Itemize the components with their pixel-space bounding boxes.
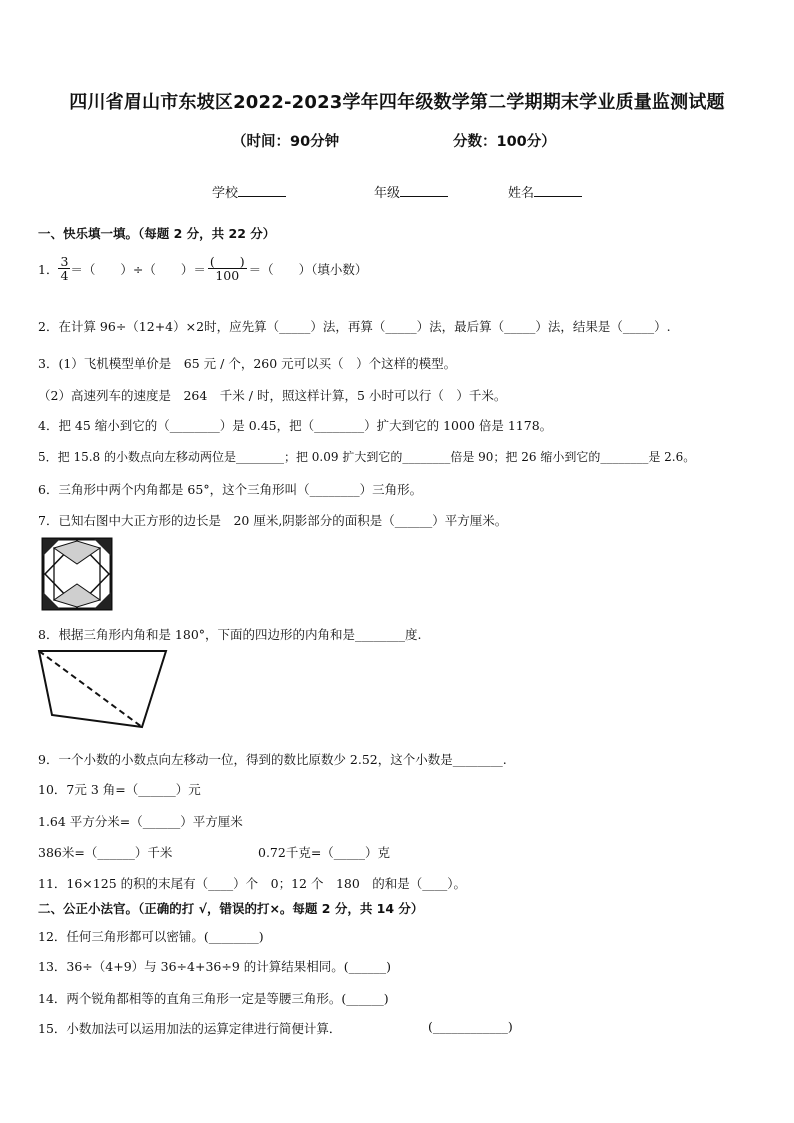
- question-10a: 10．7元 3 角=（______）元: [38, 782, 201, 797]
- question-11: 11．16×125 的积的末尾有（____）个 0；12 个 180 的和是（____）。: [38, 876, 467, 891]
- question-4: 4．把 45 缩小到它的（________）是 0.45，把（________）扩大到它的 1000 倍是 1178。: [38, 418, 553, 433]
- question-15-answer-blank[interactable]: (____________): [428, 1019, 513, 1034]
- q1-part1: ＝（ ）÷（ ）＝: [70, 261, 206, 277]
- exam-score: 分数：100分）: [453, 134, 556, 150]
- page-title: 四川省眉山市东坡区2022-2023学年四年级数学第二学期期末学业质量监测试题: [69, 92, 725, 113]
- name-label: 姓名: [508, 186, 535, 201]
- quadrilateral-diagram: [36, 648, 170, 730]
- name-blank[interactable]: [534, 184, 582, 197]
- q1-fraction2: [208, 255, 247, 282]
- question-3a: 3．(1）飞机模型单价是 65 元 / 个，260 元可以买（ ）个这样的模型。: [38, 356, 457, 371]
- name-field[interactable]: [508, 182, 582, 201]
- question-10b: 1.64 平方分米=（______）平方厘米: [38, 814, 243, 829]
- q1-fraction-denominator: 4: [60, 268, 69, 284]
- q1-fraction2-numerator: ( ): [209, 254, 245, 269]
- grade-blank[interactable]: [400, 184, 448, 197]
- quadrilateral-figure: [36, 648, 170, 730]
- school-blank[interactable]: [238, 184, 286, 197]
- question-2: 2．在计算 96÷（12+4）×2时，应先算（_____）法，再算（_____）法，最后算（_____）法，结果是（_____）.: [38, 319, 671, 334]
- question-9: 9．一个小数的小数点向左移动一位，得到的数比原数少 2.52，这个小数是________.: [38, 752, 507, 767]
- q1-part2: ＝（ ）（填小数）: [248, 261, 368, 277]
- q1-fraction-numerator: 3: [60, 254, 69, 269]
- question-5: 5．把 15.8 的小数点向左移动两位是________；把 0.09 扩大到它的________倍是 90；把 26 缩小到它的________是 2.6。: [38, 450, 696, 464]
- grade-label: 年级: [374, 186, 401, 201]
- q1-number: 1．: [38, 261, 59, 277]
- section1-heading: 一、快乐填一填。（每题 2 分，共 22 分）: [38, 226, 276, 241]
- question-8: 8．根据三角形内角和是 180°，下面的四边形的内角和是________度.: [38, 627, 422, 642]
- school-field[interactable]: [212, 182, 286, 201]
- exam-time: （时间：90分钟: [232, 134, 340, 150]
- question-6: 6．三角形中两个内角都是 65°，这个三角形叫（________）三角形。: [38, 482, 423, 497]
- square-diagram: [40, 536, 114, 612]
- question-14: 14．两个锐角都相等的直角三角形一定是等腰三角形。(______): [38, 991, 389, 1006]
- question-12: 12．任何三角形都可以密铺。(________): [38, 929, 264, 944]
- school-label: 学校: [212, 186, 239, 201]
- question-1: [38, 255, 367, 282]
- question-13: 13．36÷（4+9）与 36÷4+36÷9 的计算结果相同。(______): [38, 959, 392, 974]
- q1-fraction: [58, 255, 70, 282]
- question-3b: （2）高速列车的速度是 264 千米 / 时，照这样计算，5 小时可以行（ ）千米。: [38, 388, 507, 403]
- square-figure: [40, 536, 114, 612]
- q1-fraction2-denominator: 100: [215, 268, 240, 284]
- question-7: 7．已知右图中大正方形的边长是 20 厘米,阴影部分的面积是（______）平方厘米。: [38, 513, 508, 528]
- question-10d: 0.72千克=（_____）克: [258, 845, 391, 860]
- section2-heading: 二、公正小法官。（正确的打 √，错误的打×。每题 2 分，共 14 分）: [38, 901, 424, 916]
- question-10c: 386米=（______）千米: [38, 845, 173, 860]
- question-15: 15．小数加法可以运用加法的运算定律进行简便计算．: [38, 1021, 342, 1036]
- grade-field[interactable]: [374, 182, 448, 201]
